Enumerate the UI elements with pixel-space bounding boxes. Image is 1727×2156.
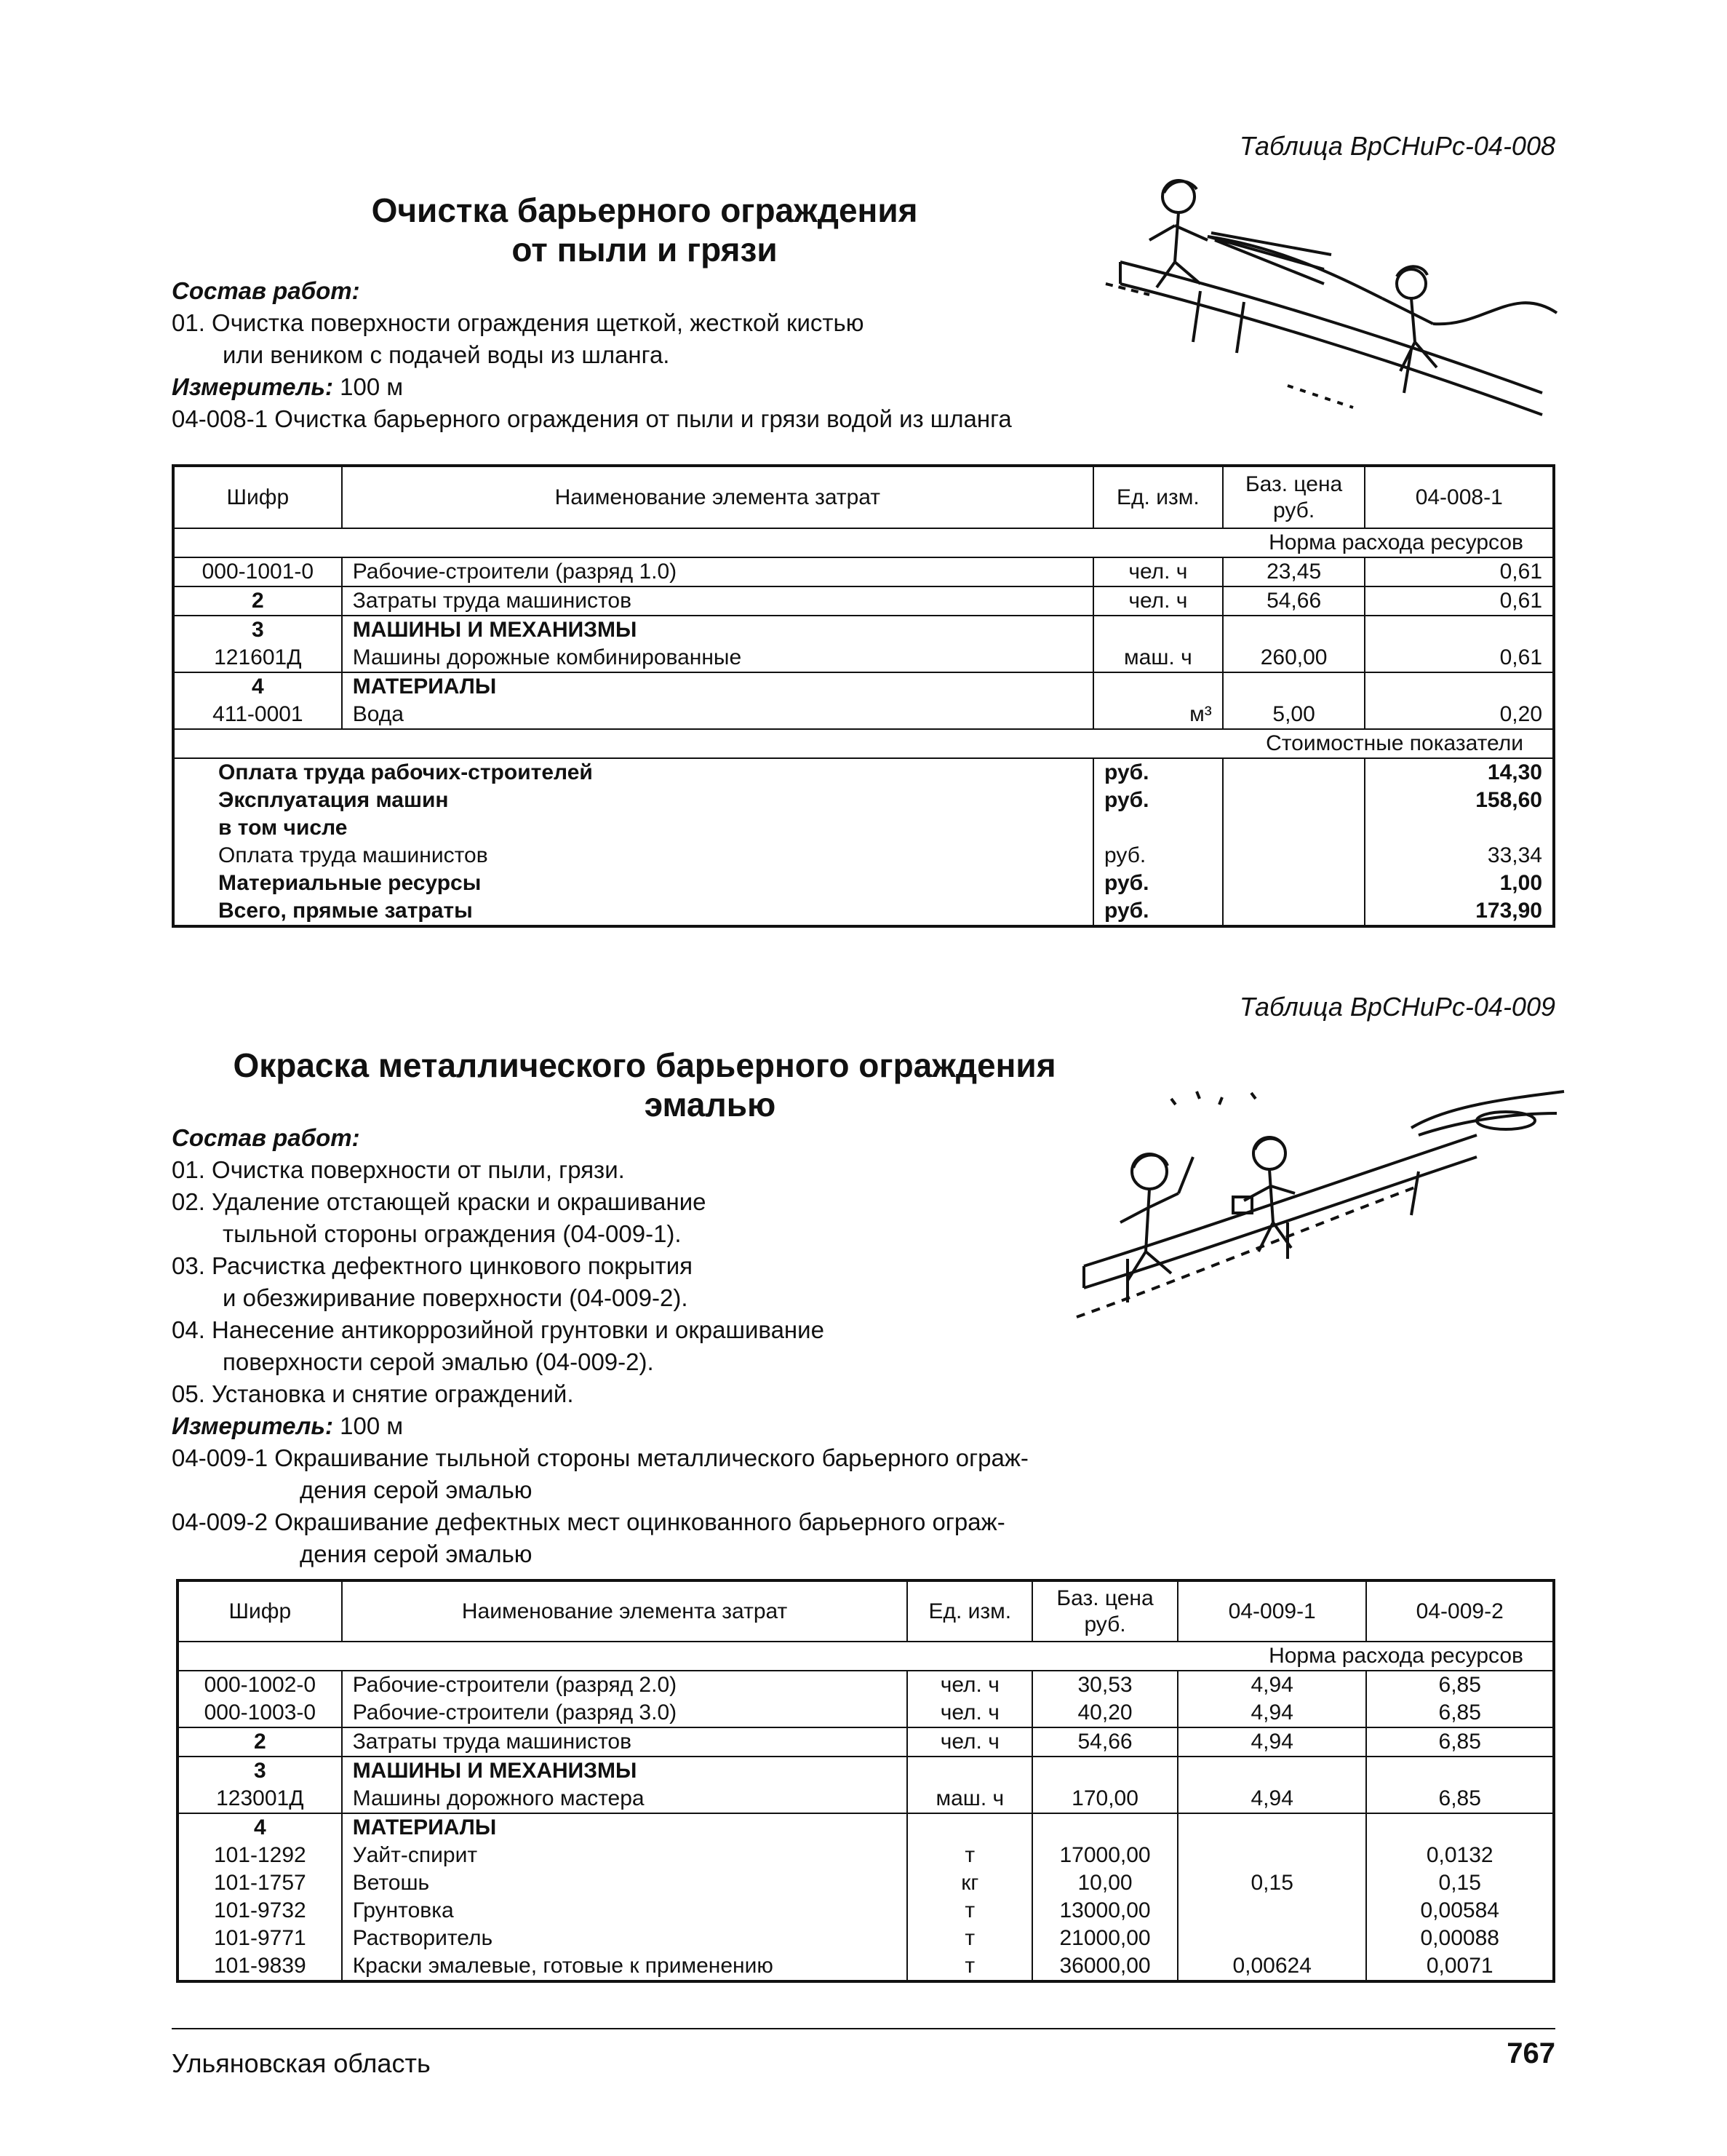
section-title <box>172 1046 1117 1124</box>
row-unit: т <box>907 1952 1032 1981</box>
row-code: 000-1001-0 <box>173 557 342 586</box>
row-value <box>1178 1842 1367 1869</box>
row-name: Уайт-спирит <box>342 1842 908 1869</box>
table-row <box>178 1757 1554 1785</box>
row-code: 4 <box>178 1813 342 1842</box>
row-value: 4,94 <box>1178 1699 1367 1727</box>
row-price: 23,45 <box>1223 557 1365 586</box>
cost-row <box>173 897 1554 926</box>
row-code: 101-9839 <box>178 1952 342 1981</box>
page-number: 767 <box>1507 2037 1555 2069</box>
cost-unit: руб. <box>1093 870 1223 897</box>
cost-row <box>173 814 1554 842</box>
cost-value: 33,34 <box>1365 842 1554 870</box>
row-code: 4 <box>173 672 342 701</box>
header-price: Баз. цена руб. <box>1223 466 1365 528</box>
header-name: Наименование элемента затрат <box>342 1580 908 1642</box>
row-unit: т <box>907 1842 1032 1869</box>
row-name: Рабочие-строители (разряд 3.0) <box>342 1699 908 1727</box>
header-col: 04-009-1 <box>1178 1580 1367 1642</box>
cost-row <box>173 787 1554 814</box>
work-step: тыльной стороны ограждения (04-009-1). <box>223 1220 682 1247</box>
row-price: 10,00 <box>1032 1869 1178 1897</box>
row-value: 0,61 <box>1365 557 1554 586</box>
table-row <box>173 644 1554 672</box>
table-label: Таблица ВрСНиРс-04-008 <box>1239 131 1555 161</box>
row-code: 123001Д <box>178 1785 342 1813</box>
row-name: Машины дорожного мастера <box>342 1785 908 1813</box>
measure-line <box>172 1410 1190 1442</box>
row-price: 40,20 <box>1032 1699 1178 1727</box>
header-col: 04-008-1 <box>1365 466 1554 528</box>
row-value <box>1178 1925 1367 1952</box>
row-unit: т <box>907 1897 1032 1925</box>
row-unit: чел. ч <box>1093 586 1223 616</box>
section-title <box>172 191 1117 269</box>
row-unit: чел. ч <box>907 1699 1032 1727</box>
row-code: 2 <box>173 586 342 616</box>
table-row <box>173 616 1554 644</box>
work-step: 01. Очистка поверхности ограждения щеткой, жесткой кистью <box>172 309 864 336</box>
row-name: Рабочие-строители (разряд 1.0) <box>342 557 1093 586</box>
work-step: поверхности серой эмалью (04-009-2). <box>223 1348 654 1375</box>
table-label: Таблица ВрСНиРс-04-009 <box>1239 992 1555 1022</box>
norms-table <box>176 1579 1555 1983</box>
norms-table <box>172 464 1555 928</box>
row-name: Растворитель <box>342 1925 908 1952</box>
header-col: 04-009-2 <box>1366 1580 1554 1642</box>
row-value: 0,20 <box>1365 701 1554 729</box>
work-step: 05. Установка и снятие ограждений. <box>172 1380 574 1407</box>
cost-value: 14,30 <box>1365 758 1554 787</box>
row-name: Вода <box>342 701 1093 729</box>
header-code: Шифр <box>178 1580 342 1642</box>
row-code: 000-1003-0 <box>178 1699 342 1727</box>
row-name: МАШИНЫ И МЕХАНИЗМЫ <box>342 616 1093 644</box>
row-value: 0,0071 <box>1366 1952 1554 1981</box>
cost-name: Оплата труда машинистов <box>173 842 1093 870</box>
work-composition-label: Состав работ: <box>172 1124 360 1151</box>
cost-name: Эксплуатация машин <box>173 787 1093 814</box>
table-row <box>178 1727 1554 1757</box>
work-step: 04. Нанесение антикоррозийной грунтовки и окрашивание <box>172 1316 824 1343</box>
row-value: 0,15 <box>1178 1869 1367 1897</box>
table-row <box>178 1785 1554 1813</box>
row-value: 6,85 <box>1366 1785 1554 1813</box>
table-row <box>178 1699 1554 1727</box>
row-value: 0,61 <box>1365 644 1554 672</box>
row-unit: маш. ч <box>907 1785 1032 1813</box>
row-value: 6,85 <box>1366 1671 1554 1699</box>
row-price: 260,00 <box>1223 644 1365 672</box>
row-price: 21000,00 <box>1032 1925 1178 1952</box>
row-price: 17000,00 <box>1032 1842 1178 1869</box>
measure-line <box>172 371 1190 403</box>
row-value: 6,85 <box>1366 1699 1554 1727</box>
table-row <box>178 1671 1554 1699</box>
row-code: 101-9732 <box>178 1897 342 1925</box>
row-code: 101-9771 <box>178 1925 342 1952</box>
row-name: Машины дорожные комбинированные <box>342 644 1093 672</box>
table-row <box>173 586 1554 616</box>
cost-name: Всего, прямые затраты <box>173 897 1093 926</box>
row-unit: т <box>907 1925 1032 1952</box>
norm-code-line: дения серой эмалью <box>300 1540 533 1567</box>
row-code: 121601Д <box>173 644 342 672</box>
footer-divider <box>172 2028 1555 2029</box>
row-price: 30,53 <box>1032 1671 1178 1699</box>
table-row <box>178 1869 1554 1897</box>
header-unit: Ед. изм. <box>1093 466 1223 528</box>
section-title-line: Окраска металлического барьерного ограждения <box>233 1046 1056 1084</box>
row-value: 0,00624 <box>1178 1952 1367 1981</box>
table-header-row <box>173 466 1554 528</box>
norm-code-line: 04-009-2 Окрашивание дефектных мест оцинкованного барьерного ограж- <box>172 1508 1005 1535</box>
row-name: Краски эмалевые, готовые к применению <box>342 1952 908 1981</box>
norm-code-line: 04-009-1 Окрашивание тыльной стороны металлического барьерного ограж- <box>172 1444 1029 1471</box>
row-name: МАШИНЫ И МЕХАНИЗМЫ <box>342 1757 908 1785</box>
table-row <box>178 1952 1554 1981</box>
work-step: 01. Очистка поверхности от пыли, грязи. <box>172 1156 625 1183</box>
row-value: 4,94 <box>1178 1727 1367 1757</box>
norm-band: Норма расхода ресурсов <box>1269 530 1523 554</box>
table-row <box>178 1813 1554 1842</box>
table-header-row <box>178 1580 1554 1642</box>
section-title-line: Очистка барьерного ограждения <box>371 191 918 229</box>
norm-code-line: 04-008-1 Очистка барьерного ограждения от пыли и грязи водой из шланга <box>172 405 1012 432</box>
header-name: Наименование элемента затрат <box>342 466 1093 528</box>
row-price: 5,00 <box>1223 701 1365 729</box>
work-composition-label: Состав работ: <box>172 277 360 304</box>
header-unit: Ед. изм. <box>907 1580 1032 1642</box>
row-price: 54,66 <box>1032 1727 1178 1757</box>
header-code: Шифр <box>173 466 342 528</box>
table-row <box>173 672 1554 701</box>
norm-code-line: дения серой эмалью <box>300 1476 533 1503</box>
cost-unit: руб. <box>1093 787 1223 814</box>
row-name: Затраты труда машинистов <box>342 586 1093 616</box>
row-code: 101-1292 <box>178 1842 342 1869</box>
work-step: и обезжиривание поверхности (04-009-2). <box>223 1284 688 1311</box>
section-title-line: от пыли и грязи <box>511 231 778 268</box>
row-name: МАТЕРИАЛЫ <box>342 672 1093 701</box>
table-row <box>178 1925 1554 1952</box>
work-step: 02. Удаление отстающей краски и окрашивание <box>172 1188 706 1215</box>
row-code: 000-1002-0 <box>178 1671 342 1699</box>
cost-unit: руб. <box>1093 897 1223 926</box>
measure-value: 100 м <box>333 373 404 400</box>
row-value: 0,61 <box>1365 586 1554 616</box>
row-code: 3 <box>178 1757 342 1785</box>
row-name: Рабочие-строители (разряд 2.0) <box>342 1671 908 1699</box>
row-price: 36000,00 <box>1032 1952 1178 1981</box>
measure-value: 100 м <box>333 1412 404 1439</box>
work-step: или веником с подачей воды из шланга. <box>223 341 670 368</box>
row-name: Грунтовка <box>342 1897 908 1925</box>
row-price: 170,00 <box>1032 1785 1178 1813</box>
row-name: Затраты труда машинистов <box>342 1727 908 1757</box>
cost-unit: руб. <box>1093 842 1223 870</box>
table-row <box>173 557 1554 586</box>
cost-band: Стоимостные показатели <box>173 729 1554 758</box>
cost-row <box>173 758 1554 787</box>
header-price: Баз. цена руб. <box>1032 1580 1178 1642</box>
norm-band: Норма расхода ресурсов <box>1269 1644 1523 1668</box>
table-row <box>178 1842 1554 1869</box>
row-value: 0,00088 <box>1366 1925 1554 1952</box>
measure-label: Измеритель: <box>172 373 333 400</box>
row-value: 0,00584 <box>1366 1897 1554 1925</box>
work-step: 03. Расчистка дефектного цинкового покрытия <box>172 1252 693 1279</box>
row-value: 0,0132 <box>1366 1842 1554 1869</box>
row-value: 4,94 <box>1178 1671 1367 1699</box>
row-price: 54,66 <box>1223 586 1365 616</box>
row-value: 4,94 <box>1178 1785 1367 1813</box>
row-unit: чел. ч <box>907 1671 1032 1699</box>
row-unit: маш. ч <box>1093 644 1223 672</box>
cost-value: 1,00 <box>1365 870 1554 897</box>
footer-region: Ульяновская область <box>172 2048 431 2078</box>
row-value: 6,85 <box>1366 1727 1554 1757</box>
row-value <box>1178 1897 1367 1925</box>
measure-label: Измеритель: <box>172 1412 333 1439</box>
cost-name: Материальные ресурсы <box>173 870 1093 897</box>
cost-row <box>173 842 1554 870</box>
row-name: МАТЕРИАЛЫ <box>342 1813 908 1842</box>
cost-name: Оплата труда рабочих-строителей <box>173 758 1093 787</box>
section-title-line: эмалью <box>644 1086 776 1123</box>
row-unit: чел. ч <box>1093 557 1223 586</box>
row-code: 411-0001 <box>173 701 342 729</box>
row-code: 2 <box>178 1727 342 1757</box>
row-name: Ветошь <box>342 1869 908 1897</box>
cost-unit: руб. <box>1093 758 1223 787</box>
cost-row <box>173 870 1554 897</box>
cost-name: в том числе <box>173 814 1093 842</box>
table-row <box>173 701 1554 729</box>
table-row <box>178 1897 1554 1925</box>
row-code: 3 <box>173 616 342 644</box>
cost-value: 173,90 <box>1365 897 1554 926</box>
row-unit: м³ <box>1093 701 1223 729</box>
cost-value: 158,60 <box>1365 787 1554 814</box>
row-value: 0,15 <box>1366 1869 1554 1897</box>
row-unit: кг <box>907 1869 1032 1897</box>
row-code: 101-1757 <box>178 1869 342 1897</box>
row-price: 13000,00 <box>1032 1897 1178 1925</box>
row-unit: чел. ч <box>907 1727 1032 1757</box>
